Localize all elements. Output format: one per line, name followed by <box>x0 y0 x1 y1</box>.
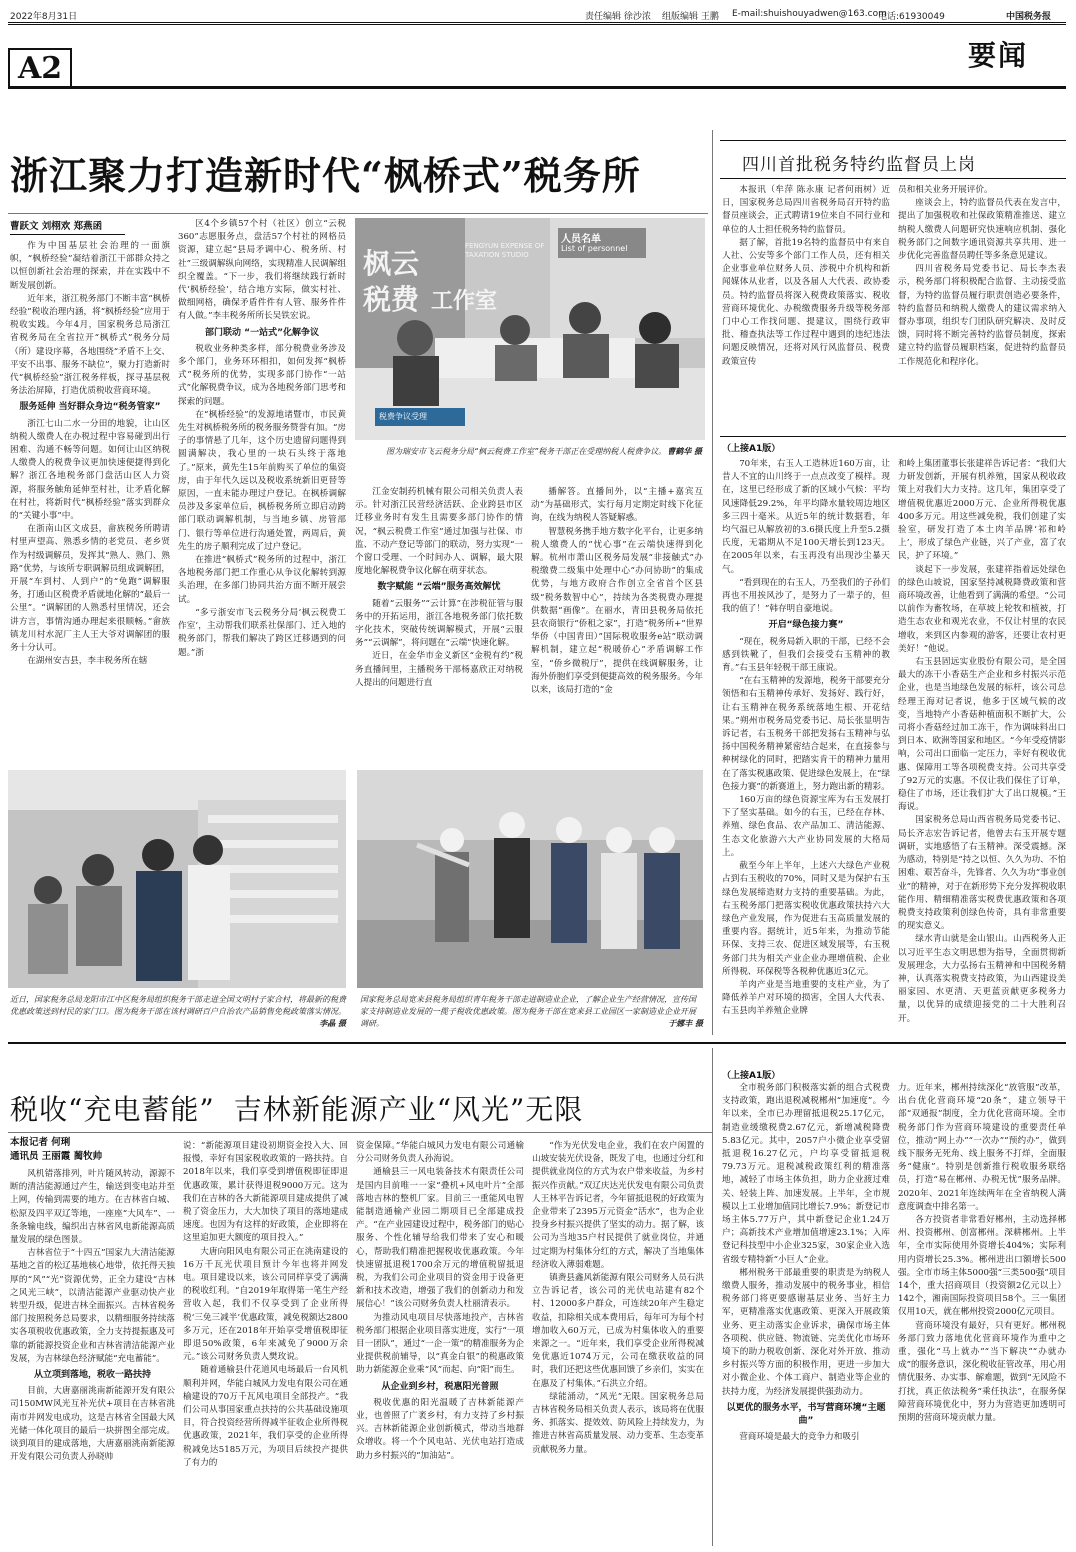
article3-column-2 <box>183 1140 348 1546</box>
article3-byline-2: 通讯员 王丽霞 蔺牧帅 <box>10 1151 103 1162</box>
cont2-column-1 <box>722 1082 890 1546</box>
article1-column-4 <box>531 486 703 766</box>
cont1-jump-label: （上接A1版） <box>722 444 781 454</box>
photo1-wall-english: FENGYUN EXPENSE OF TAXATION STUDIO <box>465 242 545 259</box>
article3-column-1 <box>10 1168 175 1546</box>
paragraph: 截至今年上半年，上述六大绿色产业税占到右玉税收的70%，同时又是为保护右玉绿色发展缔造财力支持的重要基础。为此，右玉税务部门把落实税收优惠政策扶持六大绿色产业发展，作为促进右玉高质量发展的重要内容。据统计，近5年来，为推动节能环保、支持三农、促进区域发展等，右玉税务部门共为相关产业企业办理增值税、企业所得税、环保税等各税种优惠近3亿元。 <box>722 861 890 977</box>
article2-column-2 <box>898 184 1066 432</box>
paragraph: 播解答。直播间外，以“主播+嘉宾互动”为基础形式，实行每月定期定时线下化征询，在线为纳税人答疑解惑。 <box>531 487 703 524</box>
photo1-caption-text: 图为瑞安市飞云税务分局“枫云税费工作室”税务干部正在受理纳税人税费争议。 <box>386 447 667 456</box>
paragraph: 智慧税务携手地方数字化平台，让更多纳税人缴费人的“忧心事”在云端快速得到化解。杭州市萧山区税务局发展“非接触式”办税缴费二级集中处理中心“办问协助”的集成优势，与地方政府合作创立全省首个区县级“税务数智中心”，持续为各类税费办理提供数据“画像”。在丽水，青田县税务局依托县农商银行“侨租之家”，打造“税务所+”世界华侨（中国青田）”国际税收服务e站”联动调解机制，建立起“税暖侨心”矛盾调解工作室，“侨乡微税厅”，提供在线调解服务，让海外侨胞们享受到便捷高效的税务服务。今年以来，该局打造的“金 <box>531 526 703 696</box>
editor-phone: 电话:61930049 <box>878 12 945 22</box>
paragraph: 在湖州安吉县，李丰税务所在辖 <box>27 656 148 667</box>
article2-headline: 四川首批税务特约监督员上岗 <box>742 155 976 175</box>
issue-date: 2022年8月31日 <box>10 12 78 22</box>
paragraph: 和岭上集团董事长张建祥告诉记者：“我们大力研发创新，开展有机养殖，国家从税收政策上对我们大力支持。这几年，集团享受了增值税优惠近2000万元、企业所得税优惠400多万元。用这些减免税，我们创建了实验室，研发打造了本土肉羊品牌‘祁和岭上’，形成了绿色产业链，兴了产业，富了农民，护了环境。” <box>898 459 1066 562</box>
vertical-divider-bottom <box>712 1048 713 1546</box>
paragraph: 近日，在金华市金义新区“金税有约”税务直播间里，主播税务干部杨嘉欣正对纳税人提出的问题进行直 <box>355 651 523 688</box>
paragraph: 全市税务部门积极落实新的组合式税费支持政策，跑出退税减税郴州“加速度”。今年以来，全市已办理留抵退税25.17亿元，制造业缓缴税费2.67亿元，新增减税降费5.83亿元。其中，2057户小微企业享受留抵退税16.27亿元，户均享受留抵退税79.73万元。退税减税政策红利的精准落地，减轻了市场主体负担，助力企业渡过难关、轻装上阵、加速发展。上半年，全市规模以上工业增加值同比增长7.9%；新登记市场主体5.77万户，其中新登记企业1.24万户；高新技术产业增加值增速23.1%；入库登记科技型中小企业325家，30家企业入选省级专精特新“小巨人”企业。 <box>722 1083 890 1265</box>
header-rule-top2 <box>8 24 1066 25</box>
paragraph: 江金安制药机械有限公司相关负责人表示。针对浙江民营经济活跃、企业跨县市区迁移业务时有发生且需要多部门协作的情况，“枫云税费工作室”通过加强与社保、市监、不动产登记等部门的联动，努力实现“一个窗口受理、一个时间办人、调解，最大限度地化解税费争议化解在萌芽状态。 <box>355 487 523 577</box>
cont2-jump-label: （上接A1版） <box>722 1071 781 1081</box>
paragraph: 税收业务种类多样，部分税费业务涉及多个部门，业务环环相扣，如何发挥“枫桥式”税务所的优势，实现多部门协作“一站式”化解税费争议，成为各地税务部门思考和探索的问题。 <box>178 343 346 407</box>
paragraph: “在右玉精神的发源地，税务干部要充分领悟和右玉精神传承好、发扬好、践行好，让右玉精神在税务系统落地生根、开花结果。”朔州市税务局党委书记、局长张显明告诉记者，右玉税务干部把发扬右玉精神与弘扬中国税务精神紧密结合起来，在直接参与种树绿化的同时，把踏实肯干的精神力量用在了落实税惠政策、促进绿色发展上，在“绿色接力赛”的新赛道上，努力跑出新的精彩。 <box>722 676 890 792</box>
paragraph: 目前，大唐嘉丽洮南新能源开发有限公司150MW风光互补光伏+项目在吉林省洮南市并网发电成功，这是吉林省全国最大风光储一体化项目的最后一块拼图全部完成。谈到项目的建成落地，大唐嘉丽洮南新能源开发有限公司负责人孙晓帅 <box>10 1386 175 1463</box>
header-rule-top <box>8 22 1066 23</box>
paragraph: 羊肉产业是当地重要的支柱产业，为了降低养羊户对环境的损害，全国人大代表、右玉县肉羊养殖企业牌 <box>722 979 890 1017</box>
page-number: A2 <box>8 48 72 88</box>
photo3-credit: 于娜丰 摄 <box>668 1019 703 1028</box>
paragraph: 本报讯（牟萍 陈永康 记者何雨树）近日，国家税务总局四川省税务局召开特约监督员座谈会，正式聘请19位来自不同行业和单位的人士担任税务特约监督员。 <box>722 185 890 235</box>
paragraph: 右玉县固远实业股份有限公司，是全国最大的冻干小香菇生产企业和乡村振兴示范企业，也是当地绿色发展的标杆，该公司总经理王海对记者说，他多于区域气候的改变，当地特产小香菇种植面积不断扩大，公司将小香菇经过加工冻干，作为调味料出口到日本、欧洲等国家和地区。“今年受疫情影响，公司出口面临一定压力，幸好有税收优惠、保障用工等各项税费支持。公司共享受了92万元的实惠。不仅让我们保住了订单，稳住了市场，还让我们扩大了出口规模。”王海说。 <box>898 657 1066 813</box>
article1-column-2 <box>178 218 346 765</box>
photo2-credit: 李晶 摄 <box>319 1019 346 1028</box>
paragraph: 员和相关业务开展评价。 <box>898 185 993 195</box>
article3-subhead-3: 从企业到乡村，税惠阳光普照 <box>381 1381 499 1392</box>
paragraph: 在推进“枫桥式”税务所的过程中，浙江各地税务部门把工作重心从争议化解转到源头治理，在多部门协同共治方面不断开展尝试。 <box>178 555 346 605</box>
paragraph: 风机错落排列，叶片随风转动，源源不断的清洁能源通过产生，输送到变电站并至上网，传输到需要的地方。在吉林省白城、松原及四平双辽等地，一座座“大风车”、一条条输电线，编织出吉林省风电新能源高质量发展的绿色图景。 <box>10 1169 175 1246</box>
photo1-wall-text-1: 枫云 <box>363 247 420 280</box>
photo1-sign-subtitle: List of personnel <box>561 244 628 253</box>
cont2-subhead: 以更优的服务水平，书写营商环境“主题曲” <box>726 1402 886 1427</box>
cont1-rule <box>720 436 1066 437</box>
article1-photo-tax-studio <box>355 218 705 440</box>
paragraph: 浙江七山二水一分田的地貌，让山区纳税人缴费人在办税过程中容易碰到出行困难、沟通不畅等问题。如何让山区纳税人缴费人的税费争议更加快速便捷得到化解？浙江各地税务部门盘活山区人力资源，将服务触角延伸至村社，让矛盾化解在村社，将新时代“枫桥经验”落实到群众的“关键小事”中。 <box>10 418 170 522</box>
paragraph: 70年来，右玉人工造林近160万亩，让昔人不宜的山川终于一点点改变了模样。现在，这里已经形成了新的区域小气候：平均风速降低29.2%，年平均降水量较周边地区多三四十毫米。从近5年的统计数据看，年均气温已从解放初的3.6摄氏度上升至5.2摄氏度，无霜期从不足100天增长到123天。在2005年以来，右玉再没有出现沙尘暴天气。 <box>722 459 890 575</box>
byline-underline <box>10 234 125 235</box>
article1-column-1 <box>10 240 170 765</box>
photo1-wall-text-3: 工作室 <box>431 289 498 314</box>
paragraph: 营商环境是最大的竞争力和吸引 <box>739 1432 860 1443</box>
photo3-caption-text: 国家税务总局宽来县税务局组织青年税务干部走进制造业企业，了解企业生产经营情况，宣传国家支持制造业发展的一揽子税收优惠政策。图为税务干部在宽来县工业园区一家制造业企业开展调研。 <box>360 995 696 1028</box>
article3-column-3 <box>356 1140 524 1546</box>
photo1-wall-text-2: 税费 <box>363 283 420 316</box>
article3-headline-part2: 吉林新能源产业“风光”无限 <box>233 1093 584 1126</box>
paragraph: “作为光伏发电企业，我们在农户闲置的山坡安装光伏设备，既发了电，也通过分红和提供就业岗位的方式为农户带来收益，为乡村振兴作贡献。”双辽庆达光伏发电有限公司负责人王林平告诉记者，今年留抵退税的好政策为企业带来了2395万元资金“活水”，也为企业投身乡村振兴提供了坚实的动力。据了解，该公司为当地35户村民提供了就业岗位，并通过定期为村集体分红的方式，解决了当地集体经济收入薄弱难题。 <box>532 1141 704 1270</box>
article1-subhead-3: 数字赋能 “云端”服务高效解忧 <box>377 582 501 593</box>
paragraph: 各方投资者非常看好郴州，主动选择郴州、投资郴州、创富郴州。深耕郴州。上半年，全市实际使用外资增长404%；实际利用内资增长25.3%。郴州进出口额增长500强。全市市场主体5000强“三类500强”项目14个，重大招商项目（投资额2亿元以上）142个，湘南国际投资项目58个。三一集团仅用10天，就在郴州投资2000亿元项目。 <box>898 1215 1066 1318</box>
article1-photo-factory-visit <box>357 770 703 988</box>
paragraph: “多亏浙安市飞云税务分局‘枫云税费工作室’，主动帮我们联系社保部门、迁入地的税务部门，帮我们解决了跨区迁移遇到的问题。”浙 <box>178 607 346 658</box>
paragraph: 绿能涌动，“风光”无限。国家税务总局吉林省税务局相关负责人表示，该局将在优服务、抓落实、提效效、防风险上持续发力，为推进吉林省高质量发展、动力变革、生态变革贡献税务力量。 <box>532 1391 704 1455</box>
paragraph: 为推动风电项目尽快落地投产，吉林省税务部门根据企业项目落实进度，实行“一项目一团队”，通过“一企一策”的精准服务为企业提供税前辅导，以“真金白银”的税惠政策助力新能源企业乘“风”而起、向“阳”而生。 <box>356 1312 524 1376</box>
cont2-column-2 <box>898 1082 1066 1546</box>
paragraph: “现在，税务局新入职的干部，已经不会感到铁靴了，但我们会接受右玉精神的教育。”右玉县年轻税干部王康说。 <box>722 636 890 674</box>
paragraph: 随着“云服务”“云计算”在涉税征管与服务中的开拓运用，浙江各地税务部门依托数字化技术，突破传统调解模式，开展“云服务”“云调解”，将问题在“云端”快速化解。 <box>355 598 523 649</box>
paragraph: 座谈会上，特约监督员代表在发言中，提出了加强税收和社保政策精准推送、建立纳税人缴费人问题研究快速响应机制、强化税务部门之间数字通讯资源共享共用、进一步优化完善监督员聘任等多条意见建议。 <box>898 198 1066 262</box>
photo2-caption <box>10 994 346 1030</box>
article1-byline: 曹跃文 刘栩欢 郑燕函 <box>10 221 103 232</box>
paragraph: 通榆县三一风电装备技术有限责任公司是国内目前唯一一家“叠机+风电叶片”全部落地吉林的整机厂家。目前三一重能风电智能制造通榆产业园二期项目已全部建成投产。“在产业园建设过程中，税务部门的贴心服务、个性化辅导给我们带来了安心和暖心，帮助我们精准把握税收优惠政策。今年快速留抵退税1700余万元的增值税留抵退税，为我们公司企业项目的资金用于设备更新和技术改造，增强了我们的创新动力和发展信心！”该公司财务负责人杜丽清表示。 <box>356 1167 524 1310</box>
article2-rule-top <box>720 140 1066 141</box>
paragraph: 镇赉县鑫风新能源有限公司财务人员石洪立告诉记者，该公司的光伏电站建有82个村、12000多户群众，可连续20年产生稳定收益，扣除相关成本费用后，每年可为每个村增加收入60万元，已成为村集体收入的重要来源之一。“近年来，我们享受企业所得税减免优惠近1074万元，公司在缴获收益的同时，我们还把这些优惠回馈了乡亲们，实实在在惠及了村集体。”石洪立介绍。 <box>532 1273 704 1389</box>
photo1-sign-title: 人员名单 <box>561 234 601 245</box>
lower-section-rule <box>8 1042 1066 1044</box>
layout-editor: 组版编辑 王鹏 <box>662 12 719 22</box>
cont1-column-1 <box>722 458 890 1036</box>
cont1-subhead: 开启“绿色接力赛” <box>768 620 844 631</box>
paragraph: 近年来，浙江税务部门不断丰富“枫桥经验”税收治理内涵，将“枫桥经验”应用于税收实践。今年4月，国家税务总局浙江省税务局在全省拉开“枫桥式”税务分局（所）建设序幕，各地围绕“矛盾不上交、平安不出事、服务不缺位”，聚力打造新时代“枫桥经验”浙江税务样板，探寻基层税务法治屏障，打造优质税收营商环境。 <box>10 293 170 397</box>
paragraph: 力。近年来，郴州持续深化“放管服”改革，出台优化营商环境“20条”，建立领导干部“双通报”制度，全力优化营商环境。全市税务部门作为营商环境建设的重要责任单位，推动“网上办”“一次办”“预约办”，做到线下服务无死角、线上服务不打烊，全面服务“健康”。特别是创新推行税收服务联络员，打造“易在郴州、办税无忧”服务品牌。2020年、2021年连续两年在全省纳税人满意度调查中排名第一。 <box>898 1083 1066 1212</box>
responsible-editor: 责任编辑 徐沙浓 <box>585 12 651 22</box>
paragraph: 在浙南山区文成县，畲族税务所聘请村里声望高、熟悉乡情的老党员、老乡贤作为村级调解员，发挥其“熟人、熟门、熟路”优势，与该所专职调解员组成调解团，开展“车到村、人到户”的“免跑”调解服务，打通山区税费矛盾就地化解的“最后一公里”。“调解团的人熟悉村里情况，还会讲方言，事情沟通办理起来很顺畅。”畲族镇龙川村水泥厂主人王大爷对调解团的服务十分认可。 <box>10 524 170 654</box>
paragraph: 资金保障。”华能白城风力发电有限公司通榆分公司财务负责人孙海说。 <box>356 1141 524 1165</box>
photo-illustration <box>357 770 703 988</box>
photo1-caption <box>386 446 702 458</box>
paragraph: 谈起下一步发展，张建祥指着远处绿色的绿色山坡说，国家坚持减税降费政策和营商环境改善，让他看到了满满的希望。“公司以前作为畜牧场，在草坡上轮牧和植被，打造生态农业和观光农业，不仅让村里的农民增收，来到区内参观的游客，还要让农村更美好！”他说。 <box>898 564 1066 654</box>
photo-illustration <box>8 770 346 988</box>
paragraph: 国家税务总局山西省税务局党委书记、局长齐志宏告诉记者，他曾去右玉开展专题调研，实地感悟了右玉精神。深受震撼。深为感动，特别是“持之以恒、久久为功、不怕困难、艰苦奋斗，先锋者、久久为功”事业创业”的精神，对于在新形势下充分发挥税收职能作用、精细精准落实税费优惠政策和各项税费支持政策利创绿色传奇，具有非常重要的现实意义。 <box>898 815 1066 932</box>
article3-headline-rule <box>8 1132 713 1133</box>
photo1-credit: 曹鹤华 摄 <box>667 447 702 456</box>
article3-headline-part1: 税收“充电蓄能” <box>10 1093 215 1126</box>
article1-subhead-1: 服务延伸 当好群众身边“税务管家” <box>19 402 161 413</box>
article1-column-3 <box>355 486 523 766</box>
paragraph: 随着通榆县什花道风电场最后一台风机顺利并网，华能白城风力发电有限公司在通榆建设的70万千瓦风电项目全部投产。“我们公司从事国家重点扶持的公共基础设施项目，符合投资经营所得减半征收企业所得税优惠政策，2021年，我们享受的企业所得税减免达5185万元，为项目后续投产提供了有力的 <box>183 1365 348 1468</box>
article1-headline-rule <box>8 213 708 214</box>
section-name: 要闻 <box>968 39 1029 72</box>
paragraph: 据了解，首批19名特约监督员中有来自人社、公安等多个部门工作人员，还有相关企业事业单位财务人员、涉税中介机构和新闻媒体从业者，以及各届人大代表、政协委员。特约监督员将深入税费政策落实、税收营商环境优化、办税缴费服务升级等税务部门中心工作找问题、提建议，围绕行政审批、稽查执法等工作过程中遇到的违纪违法问题反映情况，还将对风行风监督员、税费政策宣传 <box>722 237 890 367</box>
paragraph: 税收优惠的阳光温暖了吉林新能源产业，也普照了广袤乡村，有力支持了乡村振兴。吉林新能源企业创新模式，带动当地群众增收。将一个个风电站、光伏电站打造成助力乡村振兴的“加油站”。 <box>356 1397 524 1461</box>
paragraph: 吉林省位于“十四五”国家九大清洁能源基地之首的松辽基地核心地带，依托得天独厚的“风”“光”资源优势，正全力建设“吉林之风光三峡”，以清洁能源产业驱动快产业转型升级，促进吉林全面振兴。吉林省税务部门按照税务总局要求，以精细服务持续落实各项税收优惠政策，全力支持提振惠及可靠的新能源投资企业和吉林省清洁能源产业发展，为吉林绿色经济赋能“充电蓄能”。 <box>10 1248 175 1364</box>
paragraph: 郴州税务干部最重要的职责是为纳税人缴费人服务，推动发展中的税务事业，相信税务部门将更要感谢基层业务、当好主力军，更精准落实优惠政策、更深入开展政策业务、更主动落实企业诉求，确保市场主体各项税、供应链、物流链、完美优化市场环境下的助力税收创新、深化对外开放、推动乡村振兴等方面的积极作用，更进一步加大对小微企业、个体工商户、制造业等企业的扶持力度，为经济发展提供强劲动力。 <box>722 1267 890 1397</box>
paragraph: 绿水青山就是金山银山。山西税务人正以习近平生态文明思想为指导，全面贯彻新发展理念，大力弘扬右玉精神和中国税务精神，认真落实税费支持政策，为山西建设美丽家园、水更清、天更蓝贡献更多税务力量，以优异的成绩迎接党的二十大胜利召开。 <box>898 934 1066 1024</box>
cont1-column-2 <box>898 458 1066 1036</box>
article1-photo-village-visit <box>8 770 346 988</box>
paragraph: 作为中国基层社会治理的一面旗帜，“枫桥经验”凝结着浙江干部群众持之以恒创新社会治理的探索，并在实践中不断发展创新。 <box>10 241 170 291</box>
photo2-caption-text: 近日，国家税务总局龙阳市江中区税务局组织税务干部走进全国文明村子家合村，将最新的税费优惠政策送到村民的家门口。图为税务干部在该村调研百户自治农产品销售免税政策落实情况。 <box>10 995 346 1016</box>
article3-headline <box>10 1088 583 1128</box>
article2-column-1 <box>722 184 890 432</box>
article3-subhead-1: 从立项到落地，税收一路扶持 <box>33 1370 151 1381</box>
paragraph: 在“枫桥经验”的发源地诸暨市，市民黄先生对枫桥税务所的税务服务赞誉有加。“房子的事情悬了几年，这个历史遗留问题得到圆满解决，我心里的一块石头终于落地了。”原来，黄先生15年前购买了单位的集资房，由于年代久远以及税收系统新旧更替等原因，一直未能办理过户登记。在枫桥调解员涉及多家单位后，枫桥税务所立即启动跨部门联动调解机制，与当地乡镇、房管部门、银行等单位进行沟通处置，两周后，黄先生的房子顺利完成了过户登记。 <box>178 409 346 552</box>
article3-byline-1: 本报记者 何琍 <box>10 1137 71 1148</box>
paragraph: 营商环境没有最好，只有更好。郴州税务部门致力落地优化营商环境作为重中之重，强化“马上就办”“当下解决”“办就办成”的服务意识，深化税收征管改革，用心用情优服务、办实事、解难题，做到“无风险不打扰，真正依法税务“乘任执法”，在服务保障营商环境优化中，努力为营造更加透明可预期的营商环境贡献力量。 <box>898 1320 1066 1424</box>
photo1-desk-sign: 税费争议受理 <box>379 412 427 421</box>
paragraph: 160万亩的绿色资源宝库为右玉发展打下了坚实基础。如今的右玉，已经在存林、养殖、绿色食品、农产品加工、清洁能源、生态文化旅游六大产业协同发展的大格局上。 <box>722 795 890 858</box>
article1-subhead-2: 部门联动 “一站式”化解争议 <box>205 327 319 338</box>
article1-headline: 浙江聚力打造新时代“枫桥式”税务所 <box>10 153 641 198</box>
photo3-caption <box>360 994 703 1030</box>
vertical-divider-top <box>712 130 713 1035</box>
paragraph: 区4个乡镇57个村（社区）创立“云税360”志愿服务点，盘活57个村社的网格员资源，建立起“县局矛调中心、税务所、村社”三级调解纵向网络，实现精准人民调解组织全覆盖。“下一步，我们将继续践行新时代‘枫桥经验’，结合地方实际，做实村社、做细网格，确保矛盾件件有人管、服务件件有人做。”李丰税务所所长吴铁宏说。 <box>178 219 346 322</box>
paragraph: 大唐向阳风电有限公司正在洮南建设的16万千瓦光伏项目预计今年也将并网发电。项目建设以来，该公司同样享受了满满的税收红利。“自2019年取得第一笔生产经营收入起，我们不仅享受到了企业所得税‘三免三减半’优惠政策，减免税额达2800多万元，还在2018年开始享受增值税即征即退50%政策，6年来减免了9000万余元。”该公司财务负责人樊玫说。 <box>183 1246 348 1363</box>
article2-rule-bottom <box>720 178 1066 179</box>
newspaper-name: 中国税务报 <box>1006 12 1052 22</box>
header-rule-thick <box>8 86 1066 89</box>
editor-email: E-mail:shuishouyadwen@163.com <box>732 9 887 19</box>
paragraph: 说：“新能源项目建设初期资金投入大、回报慢，幸好有国家税收政策的一路扶持。自2018年以来，我们享受到增值税即征即退优惠政策，累计获得退税9000万元。这为我们在吉林的各大新能源项目建成提供了减税了资金压力，大大加快了项目的落地建成速度。也因为有这样的好政策，企业即将在这里追加更大额度的项目投入。” <box>183 1141 348 1244</box>
article3-column-4 <box>532 1140 704 1546</box>
paragraph: 四川省税务局党委书记、局长李杰表示，税务部门将积极配合监督、主动接受监督，为特约监督员履行职责创造必要条件，特约监督员和纳税人缴费人的建议需求纳入督办事项，组织专门团队研究解决、及时反馈，同时将不断完善特约监督员制度，探索建立特约监督员履职档案，促进特约监督员工作规范化和程序化。 <box>898 264 1066 367</box>
paragraph: “看到现在的右玉人，乃至我们的子孙们再也不用挨风沙了，是努力了一辈子的，但我的值了！”韩存明自豪地说。 <box>722 577 890 615</box>
